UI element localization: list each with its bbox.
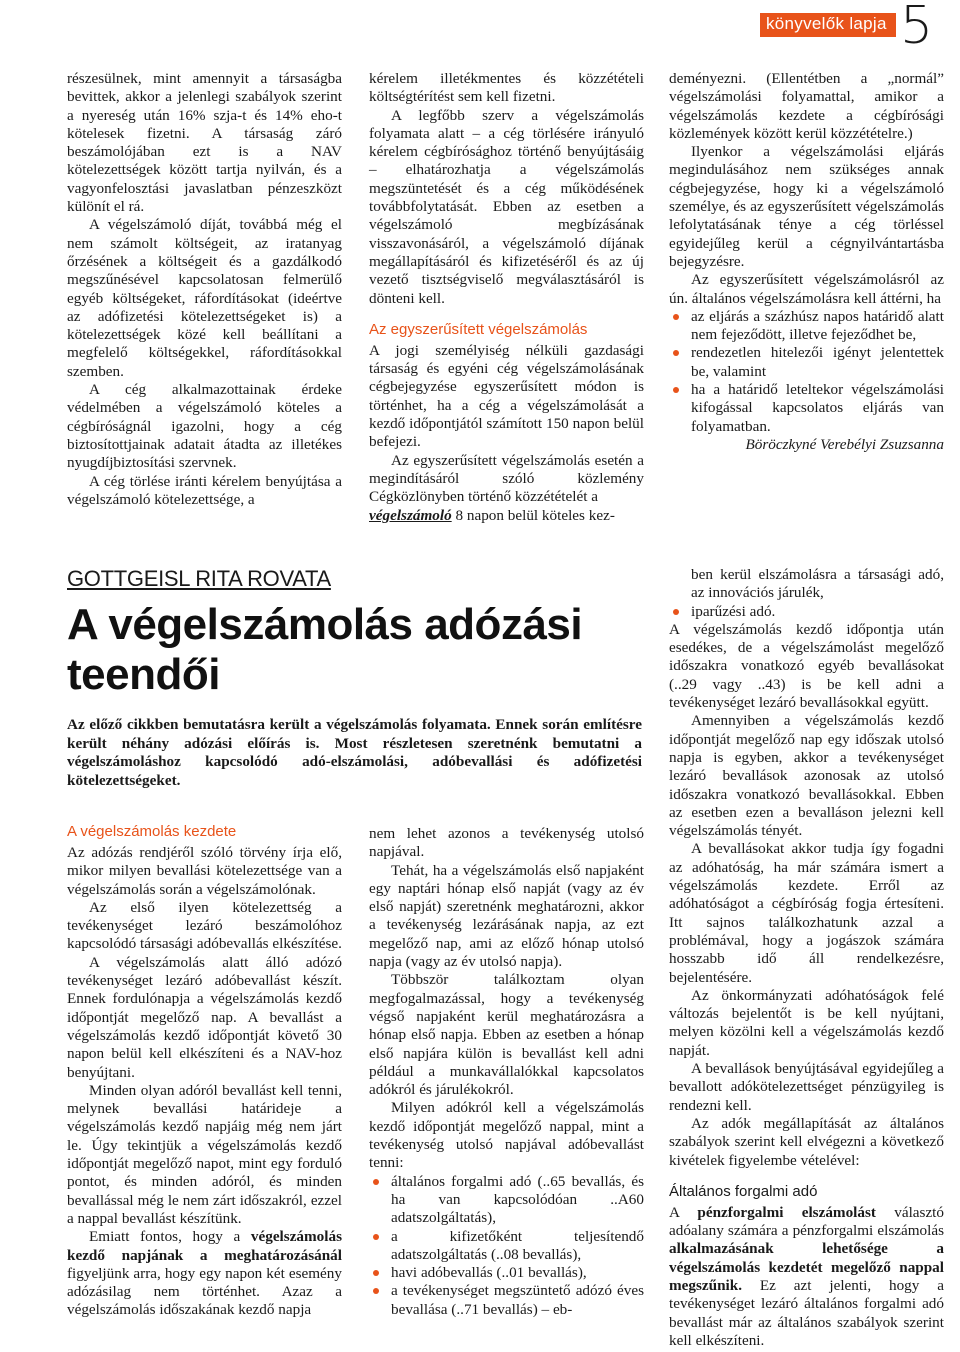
top-column-2-text-a: [369, 70, 644, 308]
top-column-3-text: [669, 70, 944, 308]
text: Ez azt jelenti, hogy a tevékenységet lezáró általános forgalmi adó bevallást már az általános szabályok szerint kell elkészíteni.: [669, 1276, 944, 1349]
text: 8 napon belül köteles kez-: [451, 506, 615, 524]
paragraph: A bevallások benyújtásával egyidejűleg a bevallott adókötelezettséget pénzügyileg is rendezni kell.: [669, 1060, 944, 1114]
section-heading-egyszerusitett: Az egyszerűsített végelszámolás: [369, 320, 588, 338]
article-column-2: [369, 825, 644, 1319]
column-series-text: GOTTGEISL RITA ROVATA: [67, 566, 331, 591]
bullet-list: [669, 308, 944, 436]
list-item: ben kerül elszámolásra a társasági adó, az innovációs járulék,: [691, 566, 944, 602]
paragraph: Tehát, ha a végelszámolás első napjaként egy naptári hónap első napját (vagy az év első napját) szeretnénk meghatározni, akkor a tevékenység lezárásának napja, az ezt megelőző nap, ami az előző hónap utolsó napja (vagy az év utolsó napja).: [369, 861, 644, 971]
paragraph: kérelem illetékmentes és közzétételi költségtérítést sem kell fizetni.: [369, 70, 644, 106]
paragraph: [669, 1204, 944, 1350]
page-number: 5: [900, 0, 934, 56]
top-column-3: [669, 70, 944, 454]
list-item: az eljárás a százhúsz napos határidő alatt nem fejeződött, illetve fejeződhet be,: [669, 308, 944, 345]
paragraph: [67, 1228, 342, 1319]
paragraph: Minden olyan adóról bevallást kell tenni, melynek bevallási határideje a végelszámolás kezdő napjáig még nem járt le. Úgy tekintjük a végelszámolás kezdő időpontját megelőző napot, mint egy forduló pontot, és minden adóról, és minden bevallással még le nem zárt időszakról, ezzel a nappal bevallást készítünk.: [67, 1081, 342, 1227]
article-title: [67, 600, 627, 700]
paragraph: A jogi személyiség nélküli gazdasági társaság és egyéni cég végelszámolásának cégbejegyzése egyszerűsített módon is történhet, ha a cég a végelszámolását a kezdő időpontjától számított 150 napon belül befejezi.: [369, 341, 644, 451]
list-item: havi adóbevallás (..01 bevallás),: [369, 1264, 644, 1282]
article-column-3: [669, 566, 944, 1350]
paragraph: Az önkormányzati adóhatóságok felé változás bejelentőt is be kell nyújtani, melyen közölni kell a végelszámolás kezdő napját.: [669, 986, 944, 1059]
bullet-list: [369, 1173, 644, 1319]
paragraph: Amennyiben a végelszámolás kezdő időpontját megelőző nap egy időszak utolsó napja is egyben, akkor a tevékenységet lezáró bevallások azonosak az utolsó időszakra vonatkozó bevallásokkal. Ebben az esetben ezen a bevalláson jelezni kell végelszámolás tényét.: [669, 712, 944, 840]
article-column-1: [67, 812, 342, 1320]
author-byline: Böröczkyné Verebélyi Zsuzsanna: [745, 435, 944, 453]
paragraph: A végelszámolás alatt álló adózó tevékenységet lezáró adóbevallást készít. Ennek fordulónapja a végelszámolás kezdő időpontját megelőző nap. A bevallást a végelszámolás kezdő időpontját követő 30 napon belül kell elkészíteni és a NAV-hoz benyújtani.: [67, 953, 342, 1081]
paragraph: nem lehet azonos a tevékenység utolsó napjával.: [369, 825, 644, 861]
list-item: rendezetlen hitelezői igényt jelentettek be, valamint: [669, 344, 944, 381]
paragraph: A cég alkalmazottainak érdeke védelmében a végelszámoló köteles a cégbíróságnál igazolni, hogy a cég biztosítottjainak adatait átadta az illetékes nyugdíjbiztosítási szervnek.: [67, 381, 342, 472]
article-title-line-1: A végelszámolás adózási: [67, 600, 583, 649]
article-column-3-text: [669, 621, 944, 1170]
top-column-1: [67, 70, 342, 509]
article-title-line-2: teendői: [67, 650, 220, 699]
section-heading-kezdete: A végelszámolás kezdete: [67, 823, 237, 840]
text: Emiatt fontos, hogy a: [89, 1228, 251, 1246]
article-column-2-text: [369, 825, 644, 1173]
list-item: a kifizetőként teljesítendő adatszolgáltatás (..08 bevallás),: [369, 1228, 644, 1265]
section-title: könyvelők lapja: [766, 14, 887, 33]
paragraph: A végelszámoló díját, továbbá még el nem számolt költségeit, az iratanyag őrzésének a költségeit és a gazdálkodó megszűnésével kapcsolatosan felmerülő egyéb költségeket, ráfordításokat (ideértve az adófizetési kötelezettségeket is) a kötelezettségek közé kell beállítani a megfelelő költségekkel, ráfordításokkal szemben.: [67, 216, 342, 380]
paragraph: Ilyenkor a végelszámolási eljárás megindulásához nem szükséges annak cégbejegyzése, hogy ki a végelszámoló személye, és az egyszerűsített végelszámolás lefolytatásának ténye a cég törléssel egyidejűleg kerül a cégnyilvántartásba bejegyzésre.: [669, 143, 944, 270]
paragraph: A cég törlése iránti kérelem benyújtása a végelszámoló kötelezettsége, a: [67, 472, 342, 508]
paragraph: Az adózás rendjéről szóló törvény írja elő, mikor milyen bevallási kötelezettsége van a végelszámolás során a végelszámolónak.: [67, 844, 342, 898]
paragraph: deményezni. (Ellentétben a „normál” végelszámolási folyamattal, amikor a végelszámolás kezdete a cégbírósági közlemények között kerül közzétételre.): [669, 70, 944, 142]
paragraph: A végelszámolás kezdő időpontja után esedékes, de a végelszámolást megelőző időszakra vonatkozó egyéb bevallásokat (..29 vagy ..43) is be kell adni a tevékenységet lezáró bevallásokkal együtt.: [669, 620, 944, 712]
article-lead: Az előző cikkben bemutatásra került a végelszámolás folyamata. Ennek során említésre került néhány adózási előírás is. Most részletesen szeretnénk bemutatni a végelszámoláshoz kapcsolódó adó-elszámolási, adóbevallási és adófizetési kötelezettségeket.: [67, 716, 642, 789]
text: választó adóalany számára a pénzforgalmi elszámolás: [669, 1203, 944, 1240]
paragraph: Az adók megállapítását az általános szabályok szerint kell elvégezni a következő kivételek figyelembe vételével:: [669, 1114, 944, 1169]
list-item: általános forgalmi adó (..65 bevallás, és ha van kapcsolódóan ..A60 adatszolgáltatás),: [369, 1173, 644, 1228]
bold-text: pénzforgalmi elszámolást: [697, 1203, 876, 1221]
text: figyeljünk arra, hogy egy napon két esemény adózásilag nem történhet. Azaz a végelszámolás időszakának kezdő napja: [67, 1264, 342, 1319]
paragraph: [369, 507, 644, 525]
list-item: a tevékenységet megszüntető adózó éves bevallása (..71 bevallás) – eb-: [369, 1282, 644, 1319]
paragraph: részesülnek, mint amennyit a társaságba bevittek, akkor a jelenlegi szabályok szerint a nyereség után 16% szja-t és 14% eho-t kötelesek fizetni. A társaság záró beszámolójában ezt is a NAV kötelezettségek között tartja nyilván, és a vagyonfelosztási javaslatban pénzeszközt különít el rá.: [67, 70, 342, 216]
bold-text: végelszámolás kezdő napjának a meghatározásánál: [67, 1228, 342, 1264]
paragraph: Többször találkoztam olyan megfogalmazással, hogy a tevékenység végső napjaként kerül meghatározásra a hónap első napja. Ebben az esetben a hónap első napjára külön is bevallást kell adni például a munkavállalókkal kapcsolatos adókról és járulékokról.: [369, 971, 644, 1099]
section-heading-afa: Általános forgalmi adó: [669, 1182, 818, 1200]
emphasis: végelszámoló: [369, 506, 452, 524]
text: A: [669, 1203, 698, 1221]
paragraph: A bevallásokat akkor tudja így fogadni az adóhatóság, ha már számára ismert a végelszámolás kezdete. Erről az adóhatóságot a cégbíróság fogja értesíteni. Itt sajnos találkozhatunk azzal a problémával, hogy a jogászok számára hosszabb idő áll rendelkezésre, bejelentésére.: [669, 840, 944, 986]
paragraph: Az első ilyen kötelezettség a tevékenységet lezáró beszámolóhoz kapcsolódó társasági adóbevallás elkészítése.: [67, 898, 342, 953]
paragraph: Az egyszerűsített végelszámolásról az ún. általános végelszámolásra kell áttérni, ha: [669, 271, 944, 307]
bullet-list-continued: [669, 566, 944, 621]
article-column-1-text: [67, 844, 342, 1228]
paragraph: Az egyszerűsített végelszámolás esetén a megindításáról szóló közlemény Cégközlönyben történő közzétételét a: [369, 451, 644, 506]
paragraph: Milyen adókról kell a végelszámolás kezdő időpontját megelőző nappal, mint a tevékenység utolsó napjával adóbevallást tenni:: [369, 1099, 644, 1172]
top-column-2: [369, 70, 644, 525]
paragraph: A legfőbb szerv a végelszámolás folyamata alatt – a cég törlésére irányuló kérelem cégbírósághoz történő benyújtásáig – elhatározhatja a végelszámolás megszüntetését és a cég működésének továbbfolytatását. Ebben az esetben a végelszámoló megbízásának visszavonásáról, a végelszámoló díjának megállapításáról és kifizetéséről és az új vezető tisztségviselő megválasztásáról is dönteni kell.: [369, 106, 644, 307]
column-series-label: [67, 566, 331, 592]
top-column-2-text-b: [369, 342, 644, 507]
list-item: ha a határidő leteltekor végelszámolási kifogással kapcsolatos eljárás van folyamatban.: [669, 381, 944, 436]
list-item: iparűzési adó.: [669, 603, 944, 621]
bold-text: alkalmazásának lehetősége a végelszámolás kezdetét megelőző nappal megszűnik.: [669, 1240, 944, 1294]
